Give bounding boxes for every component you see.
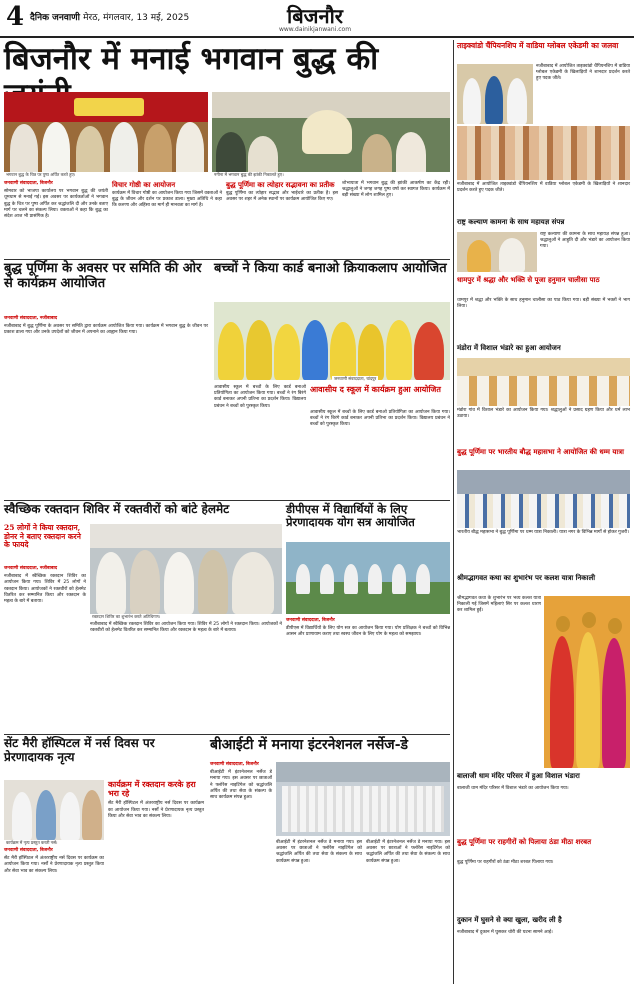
right-h1-body: नजीबाबाद में आयोजित ताइक्वांडो चैंपियनशिप में वाडिया ग्लोबल एकेडमी के खिलाड़ियों ने शानदार प्रदर्शन करते हुए पदक जीते। — [536, 64, 630, 82]
right-h4: मंडोरा में विशाल भंडारे का हुआ आयोजन — [457, 343, 561, 352]
lead-col3 — [226, 181, 338, 257]
story6-sub: कार्यक्रम में रक्तदान करके हरा भरा रहे — [108, 779, 196, 799]
right-h5: बुद्ध पूर्णिमा पर भारतीय बौद्ध महासभा ने आयोजित की धम्म यात्रा — [457, 447, 624, 456]
story2-headline: बुद्ध पूर्णिमा के अवसर पर समिति की ओर से कार्यक्रम आयोजित — [4, 261, 202, 291]
column-rule — [453, 40, 454, 984]
story6-col2 — [108, 780, 204, 984]
lead-body-col1 — [4, 181, 108, 257]
story3-headline: बच्चों ने किया कार्ड बनाओ क्रियाकलाप आयोजित — [214, 261, 447, 276]
paper-name — [30, 10, 189, 23]
right-photo-2 — [457, 126, 630, 180]
story3-sub: आवासीय द स्कूल में कार्यक्रम हुआ आयोजित — [310, 384, 441, 394]
right-photo-4 — [457, 358, 630, 406]
paper-title: दैनिक जनवाणी — [30, 13, 80, 23]
story6-body-2: सेंट मैरी हॉस्पिटल में अंतरराष्ट्रीय नर्स दिवस पर कार्यक्रम का आयोजन किया गया। नर्सों ने प्रेरणादायक नृत्य प्रस्तुत किया और सेवा भाव का संकल्प लिया। — [108, 801, 204, 819]
page-number: 4 — [6, 2, 25, 32]
story6-photo-caption: कार्यक्रम में नृत्य प्रस्तुत करती नर्स। — [4, 840, 104, 846]
story6-headline: सेंट मैरी हॉस्पिटल में नर्स दिवस पर प्रेरणादायक नृत्य — [4, 736, 155, 764]
lead-photo-2 — [212, 92, 450, 178]
story6-byline: जनवाणी संवाददाता, बिजनौर — [4, 848, 53, 853]
story5-photo — [286, 542, 450, 614]
story4-photo-caption: रक्तदान शिविर का शुभारंभ करते अतिथिगण। — [90, 614, 282, 620]
story7-body-2: बीआईटी में इंटरनेशनल नर्सेज डे मनाया गया। इस अवसर पर छात्राओं ने फ्लोरेंस नाइटिंगेल को श्रद्धांजलि अर्पित की तथा सेवा के संकल्प के साथ कार्यक्रम संपन्न हुआ। — [276, 840, 362, 864]
right-h8-body: बुद्ध पूर्णिमा पर राहगीरों को ठंडा मीठा शरबत पिलाया गया। — [457, 860, 554, 865]
right-h3: धामपुर में श्रद्धा और भक्ति से पूजा हनुमान चालीसा पाठ — [457, 275, 600, 284]
story4-body-2: नजीबाबाद में स्वैच्छिक रक्तदान शिविर का आयोजन किया गया। शिविर में 25 लोगों ने रक्तदान किया। आयोजकों ने रक्तवीरों को हेलमेट वितरित कर सम्मानित किया और रक्तदान के महत्व के बारे में बताया। — [90, 622, 282, 634]
lead-sub2-body: बुद्ध पूर्णिमा का त्योहार सद्भाव और भाईचारे का प्रतीक है। इस अवसर पर शहर में अनेक स्थानों पर कार्यक्रम आयोजित किए गए। — [226, 191, 338, 203]
lead-sub1-body: कार्यक्रम में विचार गोष्ठी का आयोजन किया गया जिसमें वक्ताओं ने बुद्ध के जीवन और दर्शन पर प्रकाश डाला। मुख्य अतिथि ने कहा कि करुणा और अहिंसा का मार्ग ही मानवता का मार्ग है। — [112, 191, 222, 209]
story4-text: नजीबाबाद में स्वैच्छिक रक्तदान शिविर का आयोजन किया गया। शिविर में 25 लोगों ने रक्तदान किया। आयोजकों ने रक्तवीरों को हेलमेट वितरित कर सम्मानित किया और रक्तदान के महत्व के बारे में बताया। — [4, 574, 86, 605]
lead-col2 — [112, 181, 222, 257]
right-h4-body: मंडोरा गांव में विशाल भंडारे का आयोजन किया गया। श्रद्धालुओं ने प्रसाद ग्रहण किया और धर्म लाभ उठाया। — [457, 408, 630, 420]
story3-body-2: आवासीय स्कूल में बच्चों के लिए कार्ड बनाओ प्रतियोगिता का आयोजन किया गया। बच्चों ने रंग बिरंगे कार्ड बनाकर अपनी प्रतिभा का प्रदर्शन किया। विद्यालय प्रबंधन ने बच्चों को पुरस्कृत किया। — [310, 410, 450, 428]
right-h8: बुद्ध पूर्णिमा पर राहगीरों को पिलाया ठंडा मीठा शरबत — [457, 837, 592, 846]
lead-body-text: सोमवार को भाजपा कार्यालय पर भगवान बुद्ध की जयंती धूमधाम से मनाई गई। इस अवसर पर कार्यकर्ताओं ने भगवान बुद्ध के चित्र पर पुष्प अर्पित कर श्रद्धांजलि दी और उनके बताए मार्ग पर चलने का संकल्प लिया। वक्ताओं ने कहा कि बुद्ध का संदेश आज भी प्रासंगिक है। — [4, 189, 108, 220]
story5-headline: डीपीएस में विद्यार्थियों के लिए प्रेरणादायक योग सत्र आयोजित — [286, 502, 415, 530]
story7-text: बीआईटी में इंटरनेशनल नर्सेज डे मनाया गया। इस अवसर पर छात्राओं ने फ्लोरेंस नाइटिंगेल को श्रद्धांजलि अर्पित की तथा सेवा के संकल्प के साथ कार्यक्रम संपन्न हुआ। — [210, 770, 272, 801]
lead-sub1: विचार गोष्ठी का आयोजन — [112, 180, 176, 189]
right-h7: बालाजी धाम मंदिर परिसर में हुआ विशाल भंडारा — [457, 771, 580, 780]
story7-body — [210, 762, 272, 984]
right-photo-5 — [457, 470, 630, 528]
right-h6: श्रीमद्भागवत कथा का शुभारंभ पर कलश यात्रा निकाली — [457, 573, 596, 582]
lead-photo-1 — [4, 92, 208, 178]
right-photo-3 — [457, 232, 537, 272]
right-photo-6 — [544, 596, 630, 768]
story7-byline: जनवाणी संवाददाता, बिजनौर — [210, 762, 259, 767]
story3-body: आवासीय स्कूल में बच्चों के लिए कार्ड बनाओ प्रतियोगिता का आयोजन किया गया। बच्चों ने रंग बिरंगे कार्ड बनाकर अपनी प्रतिभा का प्रदर्शन किया। विद्यालय प्रबंधन ने बच्चों को पुरस्कृत किया। — [214, 385, 306, 409]
right-h2-body: राष्ट्र कल्याण की कामना के साथ महायज्ञ संपन्न हुआ। श्रद्धालुओं ने आहुति दी और भंडारे का आयोजन किया गया। — [540, 232, 630, 250]
story7-body-3: बीआईटी में इंटरनेशनल नर्सेज डे मनाया गया। इस अवसर पर छात्राओं ने फ्लोरेंस नाइटिंगेल को श्रद्धांजलि अर्पित की तथा सेवा के संकल्प के साथ कार्यक्रम संपन्न हुआ। — [366, 840, 450, 864]
story4-headline: स्वैच्छिक रक्तदान शिविर में रक्तवीरों को बांटे हेलमेट — [4, 502, 230, 516]
right-h1-body-2: नजीबाबाद में आयोजित ताइक्वांडो चैंपियनशिप में वाडिया ग्लोबल एकेडमी के खिलाड़ियों ने शानदार प्रदर्शन करते हुए पदक जीते। — [457, 182, 630, 194]
lead-byline: जनवाणी संवाददाता, बिजनौर — [4, 181, 53, 186]
story4-deck: 25 लोगों ने किया रक्तदान, डोनर ने बताए रक्तदान करने के फायदे — [4, 523, 81, 550]
story4-photo — [90, 524, 282, 614]
right-h5-body: भारतीय बौद्ध महासभा ने बुद्ध पूर्णिमा पर धम्म यात्रा निकाली। यात्रा नगर के विभिन्न मार्गों से होकर गुजरी। — [457, 530, 629, 535]
story7-photo — [276, 762, 450, 836]
right-h9-body: नजीबाबाद में दुकान में घुसकर चोरी की घटना सामने आई। — [457, 930, 553, 935]
right-h1: ताइक्वांडो चैंपियनशिप में वाडिया ग्लोबल एकेडमी का जलवा — [457, 41, 619, 50]
divider — [4, 734, 450, 735]
lead-col4: शोभायात्रा में भगवान बुद्ध की झांकी आकर्षण का केंद्र रही। श्रद्धालुओं ने जगह जगह पुष्प वर्षा कर स्वागत किया। कार्यक्रम में बड़ी संख्या में लोग शामिल हुए। — [342, 181, 450, 199]
masthead — [0, 0, 634, 38]
right-h6-body: श्रीमद्भागवत कथा के शुभारंभ पर भव्य कलश यात्रा निकाली गई जिसमें महिलाएं सिर पर कलश धारण कर शामिल हुईं। — [457, 596, 541, 614]
right-h2: राष्ट्र कल्याण कामना के साथ महायज्ञ संपन्न — [457, 217, 565, 226]
lead-headline: बिजनौर में मनाई भगवान बुद्ध की — [4, 41, 379, 77]
story6-body — [4, 848, 104, 984]
dateline: मेरठ, मंगलवार, 13 मई, 2025 — [83, 13, 190, 23]
right-h3-body: धामपुर में श्रद्धा और भक्ति के साथ हनुमान चालीसा का पाठ किया गया। बड़ी संख्या में भक्तों ने भाग लिया। — [457, 298, 630, 310]
story4-byline: जनवाणी संवाददाता, नजीबाबाद — [4, 566, 58, 571]
story2-byline: जनवाणी संवाददाता, नजीबाबाद — [4, 316, 58, 321]
story3-photo — [214, 302, 450, 380]
story5-body — [286, 618, 450, 732]
story6-photo — [4, 780, 104, 840]
story3-photo-caption: जनवाणी संवाददाता, चांदपुर — [334, 376, 377, 381]
divider — [4, 259, 450, 260]
story6-text: सेंट मैरी हॉस्पिटल में अंतरराष्ट्रीय नर्स दिवस पर कार्यक्रम का आयोजन किया गया। नर्सों ने प्रेरणादायक नृत्य प्रस्तुत किया और सेवा भाव का संकल्प लिया। — [4, 856, 104, 874]
divider — [4, 500, 450, 501]
story7-headline: बीआईटी में मनाया इंटरनेशनल नर्सेज-डे — [210, 737, 408, 753]
lead-photo-2-caption: नगीना में भगवान बुद्ध की झांकी निकालते हुए। — [212, 172, 450, 178]
story2-body — [4, 316, 208, 498]
right-h9: दुकान में घुसने से क्या खुला, खरीद ली है — [457, 915, 562, 924]
website-url: www.dainikjanwani.com — [278, 26, 352, 33]
story4-body — [4, 566, 86, 732]
story5-byline: जनवाणी संवाददाता, बिजनौर — [286, 618, 335, 623]
right-photo-1 — [457, 64, 533, 124]
story2-text: नजीबाबाद में बुद्ध पूर्णिमा के अवसर पर समिति द्वारा कार्यक्रम आयोजित किया गया। कार्यक्रम में भगवान बुद्ध के जीवन पर प्रकाश डाला गया और उनके उपदेशों को जीवन में अपनाने का आह्वान किया गया। — [4, 324, 208, 336]
city-title: बिजनौर — [287, 4, 343, 28]
lead-sub2: बुद्ध पूर्णिमा का त्योहार सद्भावना का प्रतीक — [226, 180, 335, 189]
right-h7-body: बालाजी धाम मंदिर परिसर में विशाल भंडारे का आयोजन किया गया। — [457, 786, 569, 791]
story5-text: डीपीएस में विद्यार्थियों के लिए योग सत्र का आयोजन किया गया। योग प्रशिक्षक ने बच्चों को विभिन्न आसन और प्राणायाम कराए तथा स्वस्थ जीवन के लिए योग के महत्व को समझाया। — [286, 626, 450, 638]
lead-photo-1-caption: भगवान बुद्ध के चित्र पर पुष्प अर्पित करते हुए। — [4, 172, 208, 178]
